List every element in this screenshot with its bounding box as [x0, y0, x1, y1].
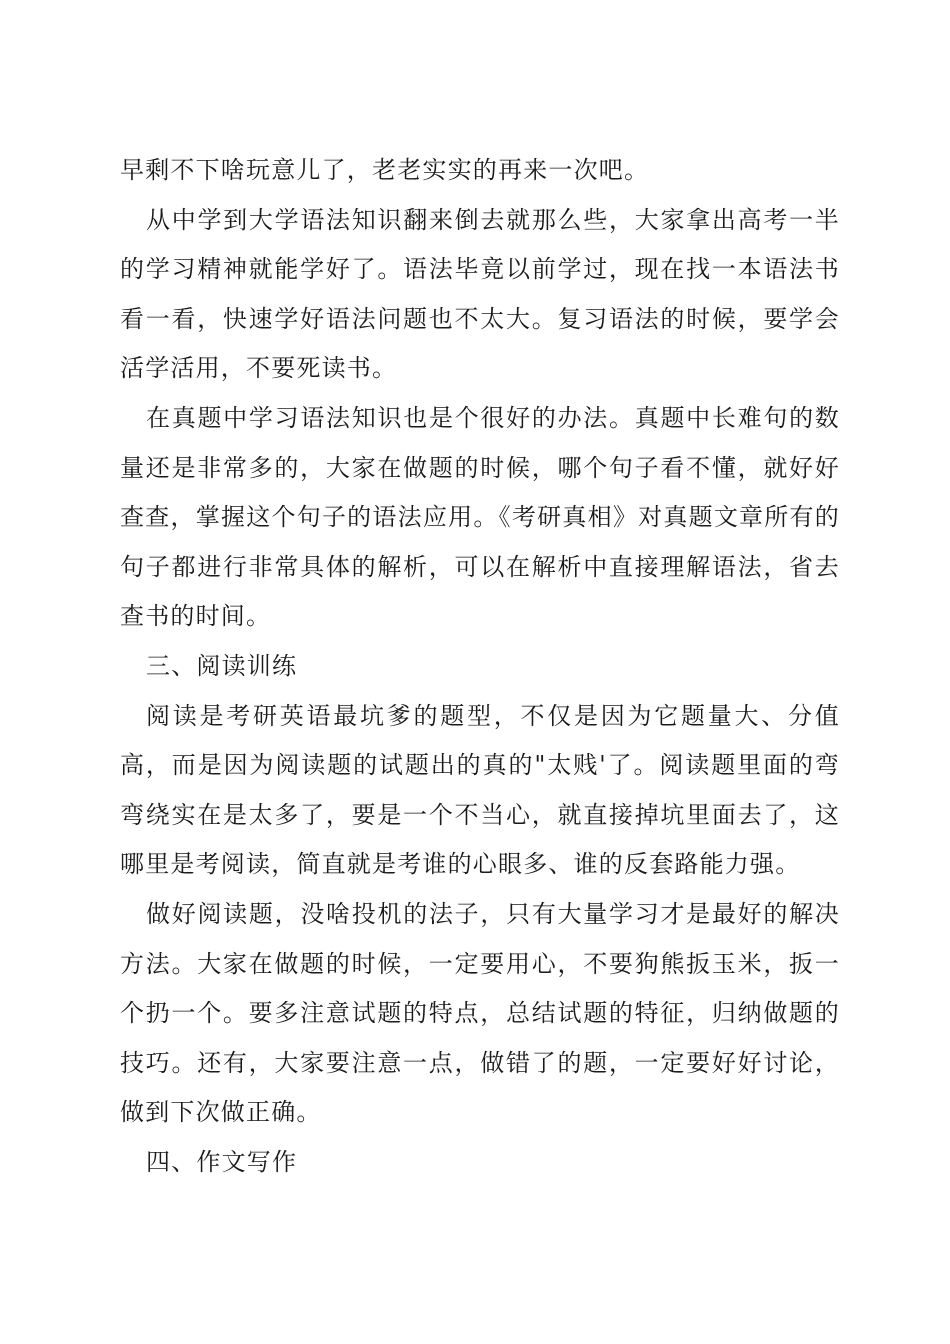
paragraph: 从中学到大学语法知识翻来倒去就那么些，大家拿出高考一半的学习精神就能学好了。语法毕竟以前学过，现在找一本语法书看一看，快速学好语法问题也不太大。复习语法的时候，要学会活学活用，不要死读书。 [120, 205, 840, 383]
paragraph: 在真题中学习语法知识也是个很好的办法。真题中长难句的数量还是非常多的，大家在做题的时候，哪个句子看不懂，就好好查查，掌握这个句子的语法应用。《考研真相》对真题文章所有的句子都进行非常具体的解析，可以在解析中直接理解语法，省去查书的时间。 [120, 403, 840, 631]
section-heading: 四、作文写作 [146, 1147, 298, 1176]
paragraph: 早剩不下啥玩意儿了，老老实实的再来一次吧。 [120, 156, 650, 184]
paragraph: 阅读是考研英语最坑爹的题型，不仅是因为它题量大、分值高，而是因为阅读题的试题出的真的"太贱'了。阅读题里面的弯弯绕实在是太多了，要是一个不当心，就直接掉坑里面去了，这哪里是考阅读，简直就是考谁的心眼多、谁的反套路能力强。 [120, 701, 840, 879]
section-heading: 三、阅读训练 [146, 651, 298, 680]
document-body [120, 146, 840, 1187]
paragraph: 做好阅读题，没啥投机的法子，只有大量学习才是最好的解决方法。大家在做题的时候，一定要用心，不要狗熊扳玉米，扳一个扔一个。要多注意试题的特点，总结试题的特征，归纳做题的技巧。还有，大家要注意一点，做错了的题，一定要好好讨论，做到下次做正确。 [120, 899, 840, 1127]
